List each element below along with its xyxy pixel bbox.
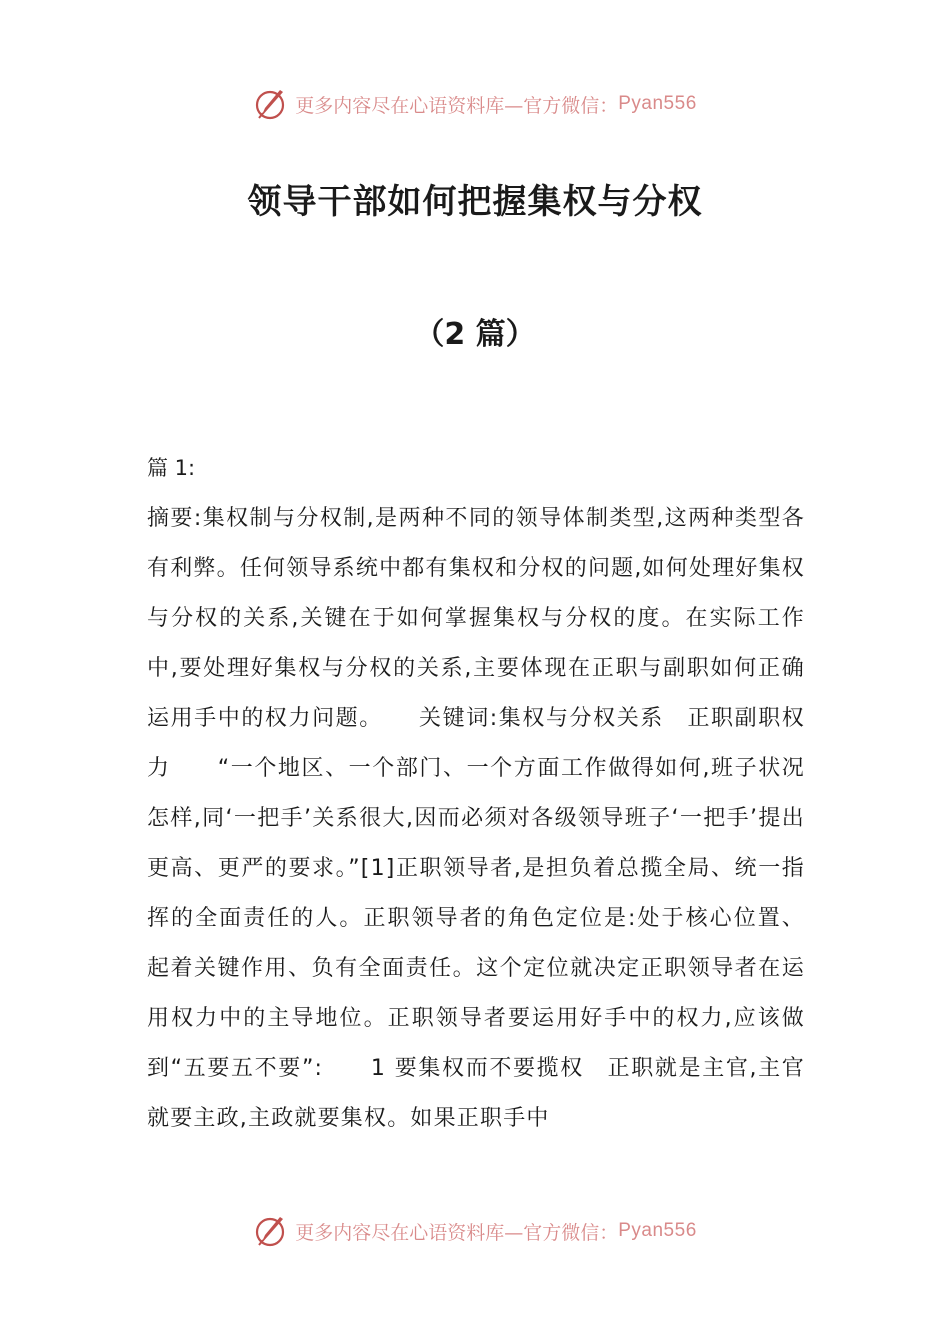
quill-logo-icon: [253, 1213, 289, 1249]
footer-banner: [0, 1211, 950, 1251]
document-title: 领导干部如何把握集权与分权: [247, 182, 703, 222]
quill-logo-icon: [253, 86, 289, 122]
header-banner: [0, 84, 950, 124]
document-subtitle: （2 篇）: [414, 317, 536, 352]
footer-wechat-id: Pyan556: [618, 1220, 697, 1241]
header-banner-text: 更多内容尽在心语资料库—官方微信：: [295, 94, 619, 117]
chapter-label: 篇 1:: [147, 456, 196, 480]
footer-banner-text: 更多内容尽在心语资料库—官方微信：: [295, 1221, 619, 1244]
body-paragraph: 摘要:集权制与分权制,是两种不同的领导体制类型,这两种类型各有利弊。任何领导系统中都有集权和分权的问题,如何处理好集权与分权的关系,关键在于如何掌握集权与分权的度。在实际工作中,要处理好集权与分权的关系,主要体现在正职与副职如何正确运用手中的权力问题。 关键词:集权与分权关系 正职副职权力 “一个地区、一个部门、一个方面工作做得如何,班子状况怎样,同‘一把手’关系很大,因而必须对各级领导班子‘一把手’提出更高、更严的要求。”[1]正职领导者,是担负着总揽全局、统一指挥的全面责任的人。正职领导者的角色定位是:处于核心位置、起着关键作用、负有全面责任。这个定位就决定正职领导者在运用权力中的主导地位。正职领导者要运用好手中的权力,应该做到“五要五不要”: 1 要集权而不要揽权 正职就是主官,主官就要主政,主政就要集权。如果正职手中: [147, 506, 805, 1131]
header-wechat-id: Pyan556: [618, 93, 697, 114]
